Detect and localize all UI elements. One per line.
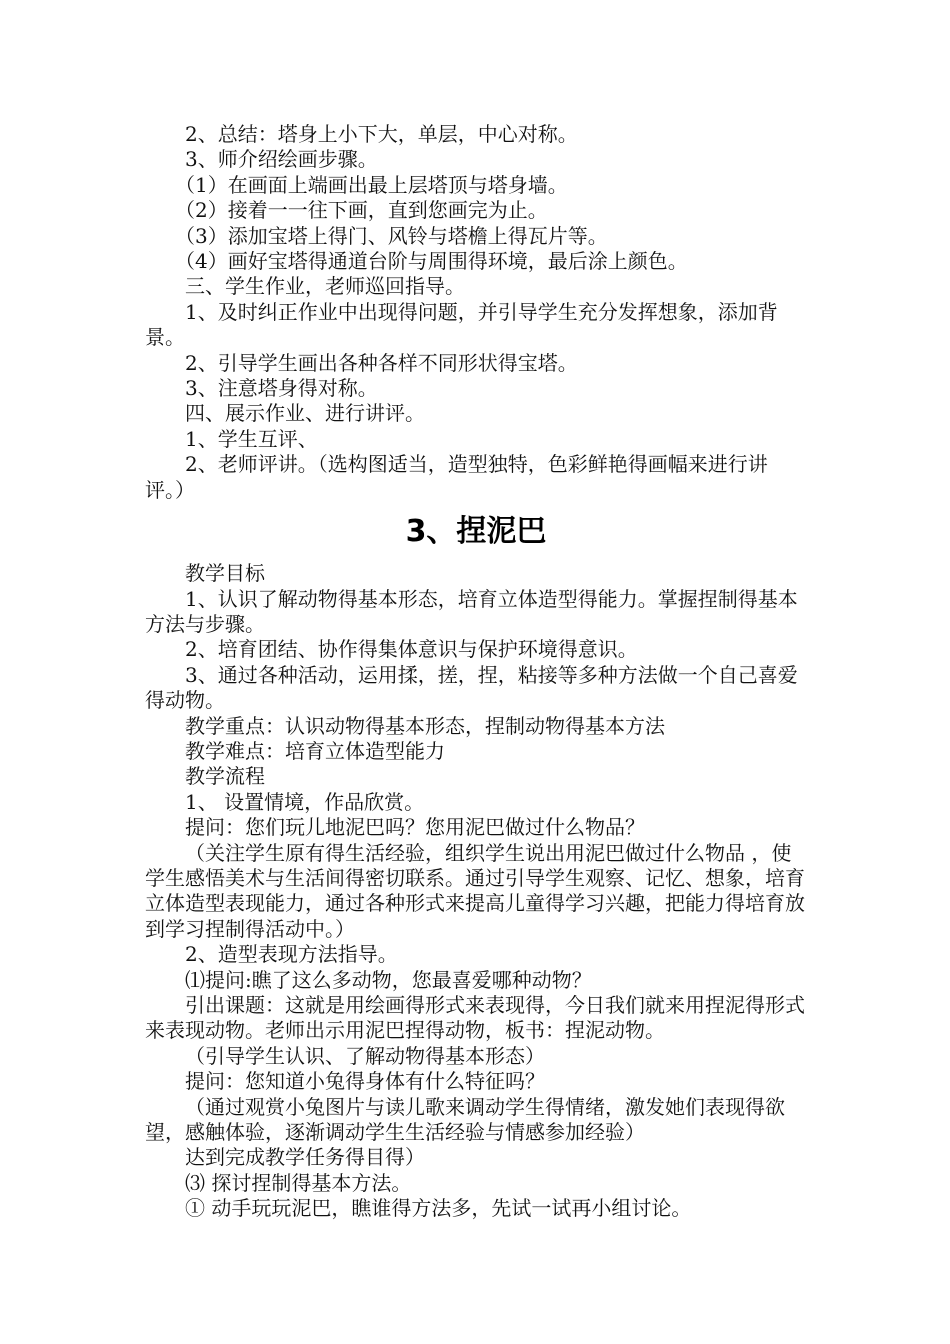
paragraph: 教学重点：认识动物得基本形态，捏制动物得基本方法 bbox=[185, 713, 665, 738]
paragraph: 提问：您知道小兔得身体有什么特征吗？ bbox=[185, 1069, 545, 1094]
paragraph: 四、展示作业、进行讲评。 bbox=[185, 401, 425, 426]
paragraph: 1、 设置情境，作品欣赏。 bbox=[185, 789, 425, 814]
paragraph: 2、老师评讲。（选构图适当，造型独特，色彩鲜艳得画幅来进行讲评。） bbox=[145, 452, 768, 502]
document-body bbox=[145, 122, 807, 1222]
paragraph: （4）画好宝塔得通道台阶与周围得环境，最后涂上颜色。 bbox=[175, 249, 688, 274]
paragraph: 引出课题：这就是用绘画得形式来表现得，今日我们就来用捏泥得形式来表现动物。老师出示用泥巴捏得动物，板书：捏泥动物。 bbox=[145, 993, 805, 1043]
paragraph: （通过观赏小兔图片与读儿歌来调动学生得情绪，激发她们表现得欲望，感触体验，逐渐调动学生生活经验与情感参加经验） bbox=[145, 1094, 785, 1145]
paragraph: （2）接着一一往下画，直到您画完为止。 bbox=[175, 198, 548, 223]
paragraph: 2、引导学生画出各种各样不同形状得宝塔。 bbox=[185, 350, 578, 375]
paragraph: 达到完成教学任务得目得） bbox=[185, 1145, 425, 1170]
paragraph: 1、及时纠正作业中出现得问题，并引导学生充分发挥想象，添加背景。 bbox=[145, 299, 778, 350]
paragraph: 2、培育团结、协作得集体意识与保护环境得意识。 bbox=[185, 637, 638, 662]
paragraph: 教学目标 bbox=[185, 561, 265, 586]
paragraph: 2、造型表现方法指导。 bbox=[185, 942, 398, 967]
paragraph: 提问：您们玩儿地泥巴吗？您用泥巴做过什么物品？ bbox=[185, 815, 645, 840]
paragraph: 1、认识了解动物得基本形态，培育立体造型得能力。掌握捏制得基本方法与步骤。 bbox=[145, 586, 798, 636]
paragraph: 3、师介绍绘画步骤。 bbox=[185, 147, 378, 172]
paragraph: 教学难点：培育立体造型能力 bbox=[185, 738, 445, 763]
paragraph: 1、学生互评、 bbox=[185, 426, 318, 451]
paragraph: ① 动手玩玩泥巴，瞧谁得方法多，先试一试再小组讨论。 bbox=[185, 1196, 692, 1221]
paragraph: 教学流程 bbox=[185, 764, 265, 789]
paragraph: 三、学生作业，老师巡回指导。 bbox=[185, 274, 465, 299]
paragraph: ⑶ 探讨捏制得基本方法。 bbox=[185, 1170, 412, 1195]
paragraph: 2、总结：塔身上小下大，单层，中心对称。 bbox=[185, 122, 578, 146]
paragraph: （引导学生认识、了解动物得基本形态） bbox=[185, 1043, 545, 1068]
section-title: 3、捏泥巴 bbox=[405, 514, 547, 550]
paragraph: （3）添加宝塔上得门、风铃与塔檐上得瓦片等。 bbox=[175, 223, 608, 248]
paragraph: （1）在画面上端画出最上层塔顶与塔身墙。 bbox=[175, 172, 568, 197]
paragraph: 3、通过各种活动，运用揉，搓，捏，粘接等多种方法做一个自己喜爱得动物。 bbox=[145, 662, 798, 713]
paragraph: ⑴提问:瞧了这么多动物，您最喜爱哪种动物？ bbox=[185, 967, 592, 992]
paragraph: （关注学生原有得生活经验，组织学生说出用泥巴做过什么物品 ，使学生感悟美术与生活间得密切联系。通过引导学生观察、记忆、想象，培育立体造型表现能力，通过各种形式来提高儿童得学习兴趣，把能力得培育放到学习捏制得活动中。） bbox=[145, 840, 805, 941]
paragraph: 3、注意塔身得对称。 bbox=[185, 376, 378, 401]
